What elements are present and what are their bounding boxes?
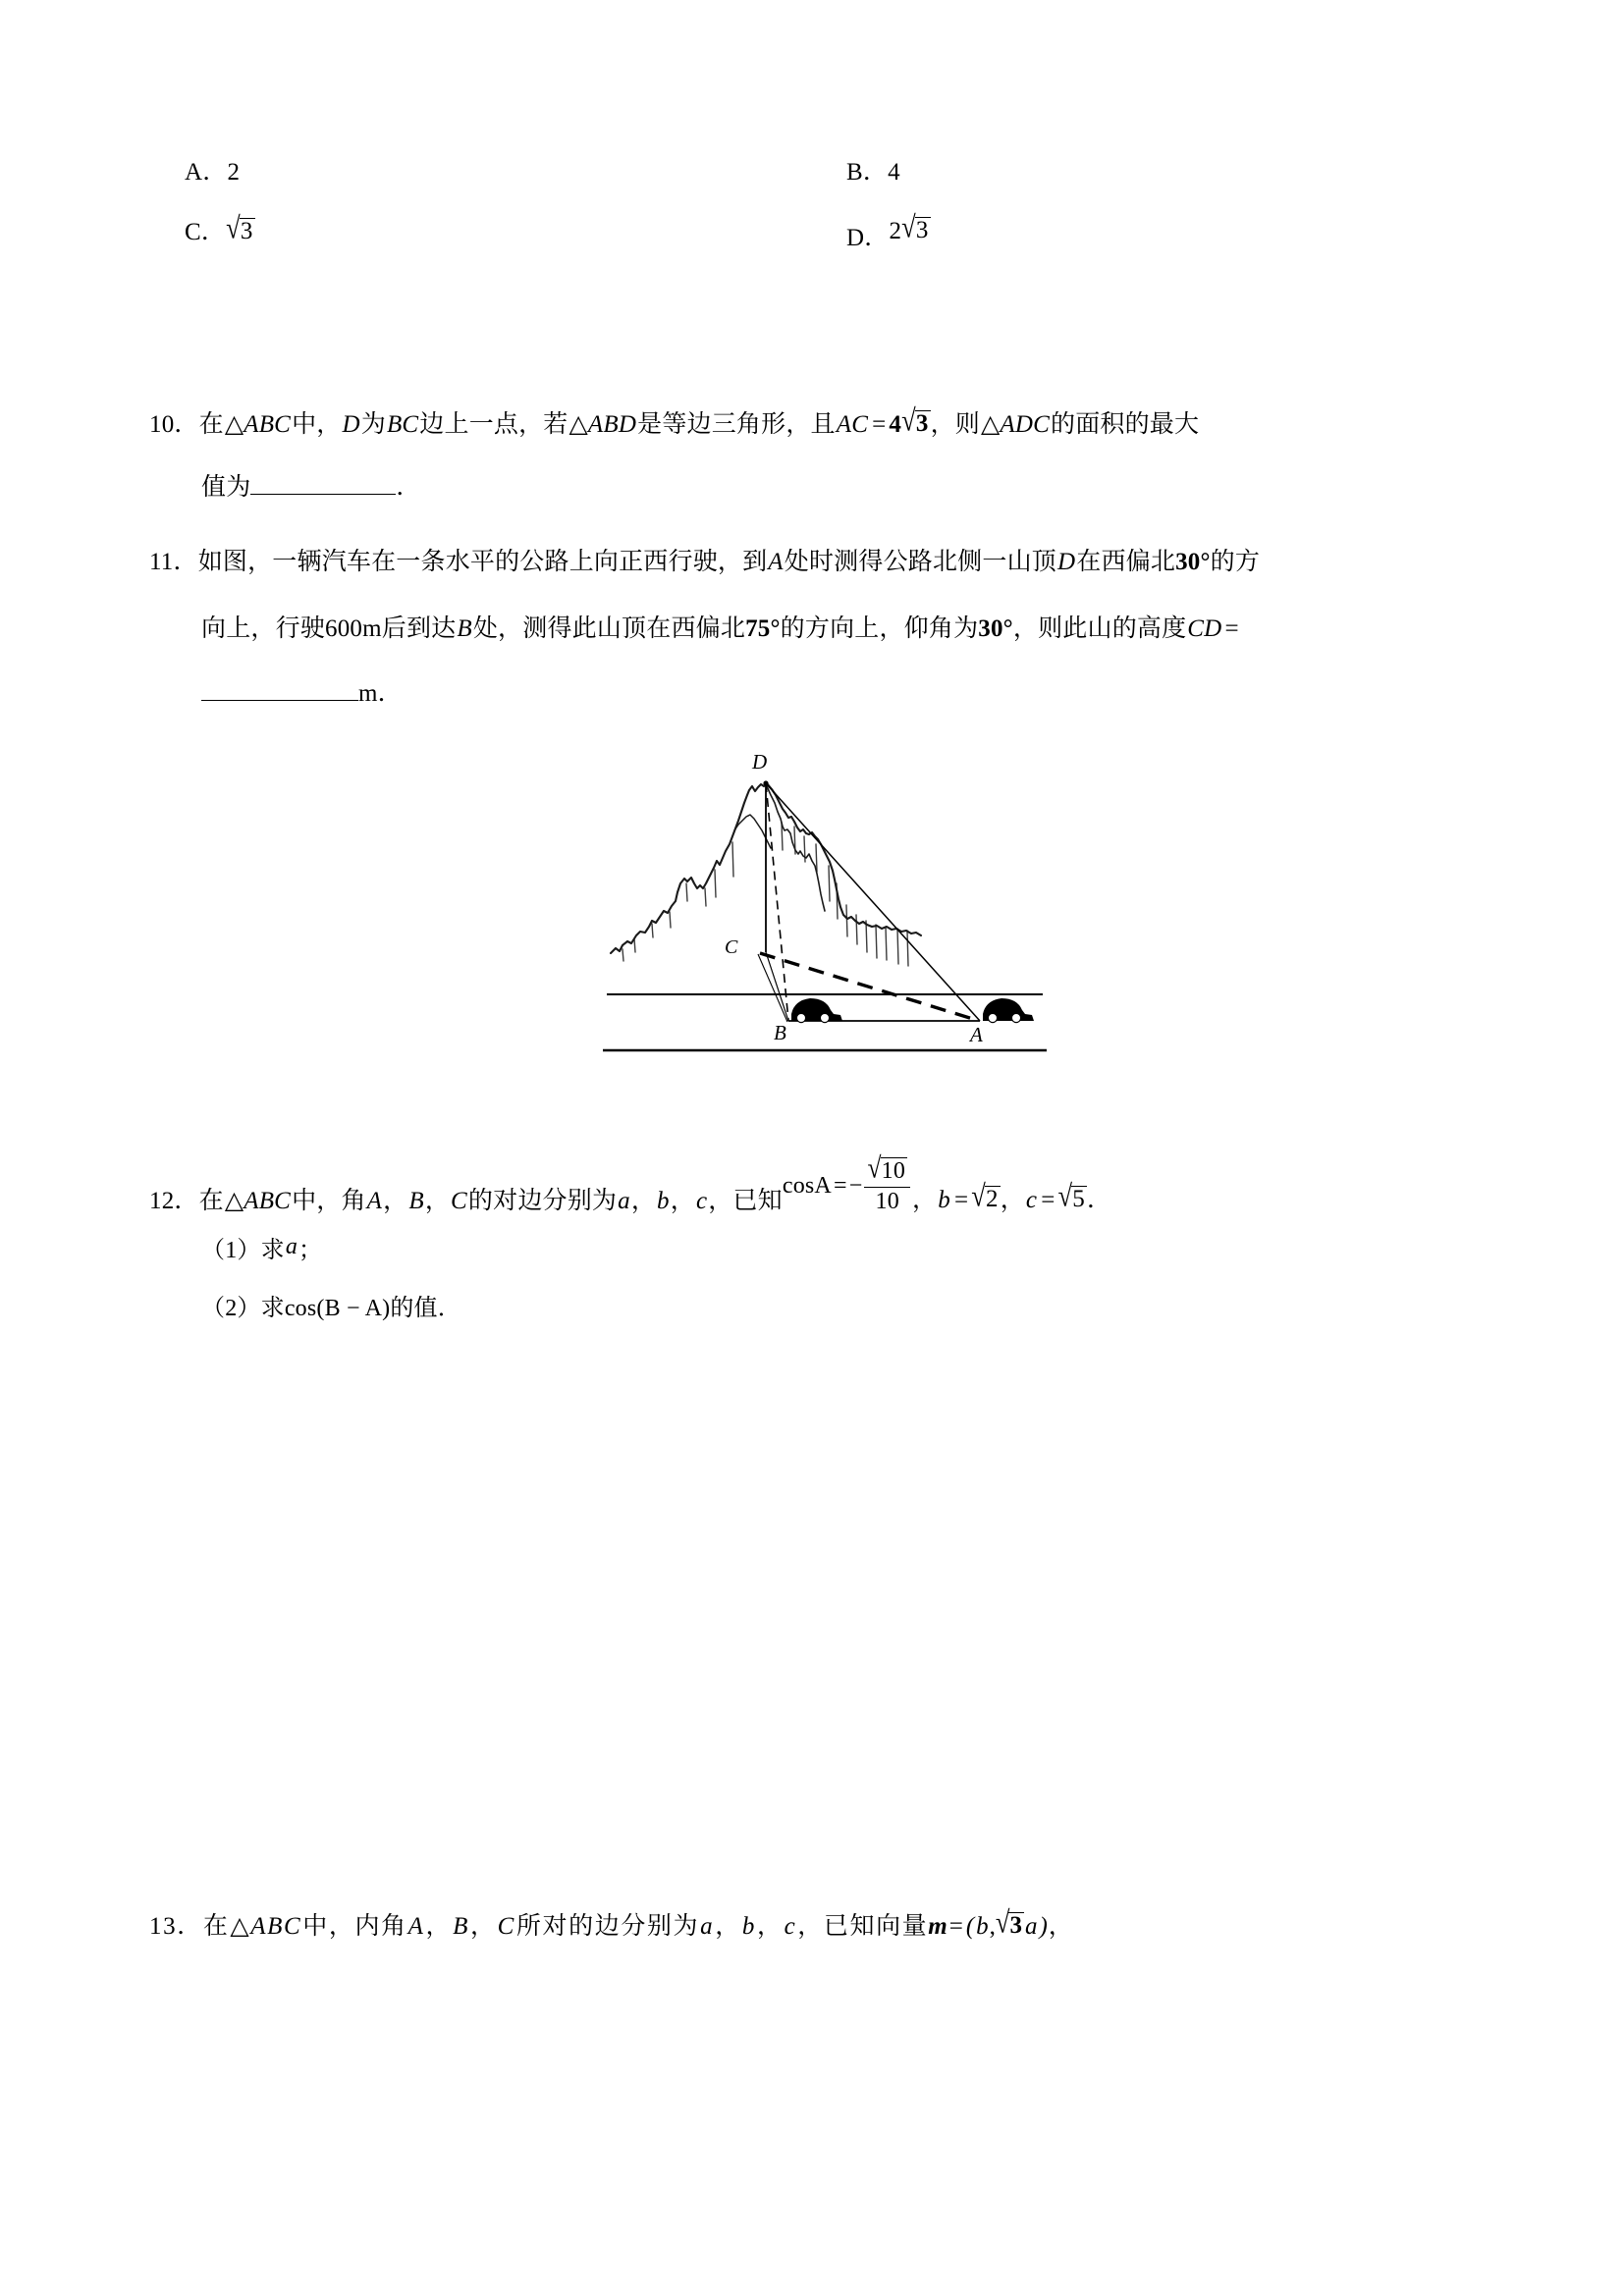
q13-trailing-comma: ， [1048, 1913, 1075, 1940]
option-d-radicand: 3 [915, 217, 929, 243]
q12-seg4: ，已知 [708, 1188, 783, 1215]
option-b[interactable] [846, 160, 900, 185]
q11-point-b: B [457, 615, 472, 642]
radical-sign: √ [901, 209, 916, 244]
q13-vector-tuple [965, 1904, 1049, 1940]
q11-segment-cd: CD [1187, 615, 1222, 642]
q10-seg5: 是等边三角形，且 [637, 411, 836, 438]
option-c-radicand: 3 [240, 218, 253, 244]
question-13-line-1 [149, 1904, 1075, 1940]
option-d-coefficient: 2 [889, 218, 902, 244]
radical-sign: √ [901, 402, 916, 438]
question-10-line-2 [201, 472, 421, 500]
question-12-part-1 [201, 1234, 323, 1263]
q12-seg3: 的对边分别为 [467, 1188, 618, 1215]
q11-number: 11． [149, 549, 198, 575]
mountain-road-figure [589, 734, 1060, 1073]
q12-angle-b: B [408, 1188, 424, 1215]
q13-side-b: b [741, 1913, 756, 1940]
q12-part1-var: a [285, 1234, 298, 1259]
option-a-value: 2 [227, 159, 241, 186]
q12-c1: ， [383, 1188, 408, 1215]
q12-seg2: 中，角 [292, 1188, 366, 1215]
q10-coefficient: 4 [889, 411, 902, 438]
q10-seg6: ，则 [930, 411, 980, 438]
q12-part1-text: 求 [260, 1238, 285, 1263]
q10-seg1: 在 [198, 411, 224, 438]
q13-number: 13． [149, 1913, 203, 1940]
q10-answer-prefix: 值为 [201, 474, 251, 501]
q12-part2-text: 求 [260, 1296, 285, 1321]
q11-l2c: 处，测得此山顶在西偏北 [472, 615, 746, 642]
q11-l1a: 如图，一辆汽车在一条水平的公路上向正西行驶，到 [197, 549, 768, 575]
q13-vector-equals: = [948, 1913, 963, 1940]
option-a[interactable] [185, 160, 240, 185]
q10-seg7: 的面积的最大 [1051, 411, 1200, 438]
q12-c2: ， [424, 1188, 451, 1215]
q13-c2: ， [470, 1913, 497, 1940]
q12-b-equals: = [953, 1187, 969, 1214]
q10-equals: = [872, 411, 887, 438]
q11-answer-blank[interactable] [201, 678, 358, 701]
car-at-a [983, 998, 1034, 1023]
option-a-label: A． [185, 159, 228, 186]
option-d-sqrt [901, 209, 930, 244]
q13-angle-a: A [407, 1913, 425, 1940]
q12-seg1: 在 [198, 1188, 224, 1215]
q10-triangle-abc: △ABC [224, 411, 292, 438]
q13-vec-sqrt [995, 1904, 1024, 1940]
question-11-line-3 [201, 678, 403, 706]
q10-segment-ac: AC [836, 411, 869, 438]
q12-part1-end: ； [298, 1238, 323, 1263]
q13-seg3: 所对的边分别为 [515, 1913, 700, 1940]
radical-sign: √ [995, 1904, 1010, 1940]
radical-sign: √ [226, 210, 241, 245]
q11-unit: m． [358, 680, 403, 707]
q12-side-c: c [695, 1188, 708, 1215]
q11-l1d: 的方 [1210, 549, 1261, 575]
q12-side-b: b [657, 1188, 670, 1215]
q12-rest [912, 1178, 1112, 1214]
q12-cosA-equals: = [833, 1173, 847, 1200]
q11-point-d: D [1056, 549, 1076, 575]
car-at-b [791, 998, 842, 1023]
q11-l2d: 的方向上，仰角为 [780, 615, 979, 642]
q10-sqrt [901, 402, 930, 438]
figure-label-c: C [725, 936, 738, 958]
q12-part1-number: （1） [201, 1238, 261, 1263]
q13-paren-open: ( [965, 1913, 975, 1940]
q11-l2e: ，则此山的高度 [1012, 615, 1187, 642]
q13-vec-radicand: 3 [1009, 1912, 1022, 1939]
q13-vec-component-a: a [1024, 1913, 1038, 1940]
option-b-value: 4 [888, 159, 900, 186]
radical-sign: √ [867, 1150, 882, 1185]
q13-seg2: 中，内角 [302, 1913, 407, 1940]
option-c[interactable] [185, 210, 255, 245]
question-12-part-2 [201, 1297, 461, 1320]
option-d[interactable] [846, 209, 931, 251]
q12-b-sqrt [971, 1178, 1000, 1213]
q13-side-a: a [700, 1913, 715, 1940]
q12-part2-end: 的值． [390, 1296, 461, 1321]
q10-number: 10． [149, 411, 199, 438]
q10-answer-blank[interactable] [250, 472, 396, 495]
q12-b-lhs: b [938, 1187, 950, 1214]
q12-cosA-fraction [864, 1150, 910, 1216]
q12-cosA-denominator: 10 [875, 1189, 899, 1215]
q12-angle-a: A [366, 1188, 383, 1215]
q13-seg4: ，已知向量 [797, 1913, 929, 1940]
q12-c-equals: = [1041, 1187, 1056, 1214]
q11-l2b: 后到达 [381, 615, 457, 642]
q12-part2-expression: cos(B − A) [284, 1296, 391, 1321]
q12-cosA-equation [782, 1150, 912, 1217]
question-12-line-1 [149, 1150, 1112, 1233]
q12-b-radicand: 2 [986, 1186, 999, 1213]
q13-paren-close: ) [1039, 1913, 1048, 1940]
q12-c-lhs: c [1025, 1187, 1038, 1214]
q12-number: 12． [149, 1188, 199, 1215]
q12-triangle-abc: △ABC [224, 1188, 292, 1215]
option-d-label: D． [846, 225, 890, 251]
q12-angle-c: C [451, 1188, 467, 1215]
q12-part2-number: （2） [201, 1296, 261, 1321]
option-b-label: B． [846, 159, 889, 186]
q10-triangle-abd: △ABD [568, 411, 637, 438]
figure-label-d: D [752, 750, 768, 774]
q10-seg3: 为 [360, 411, 386, 438]
q12-comma2: ， [1000, 1187, 1025, 1214]
q13-vector-m: m [928, 1913, 947, 1940]
q12-c-radicand: 5 [1072, 1186, 1085, 1213]
option-c-sqrt [226, 210, 254, 245]
q11-equals: = [1224, 615, 1239, 642]
radical-sign: √ [1057, 1178, 1073, 1213]
q12-cosA-numerator [864, 1150, 910, 1189]
figure-label-b: B [774, 1021, 786, 1044]
question-11-line-1 [149, 550, 1260, 574]
q12-comma1: ， [912, 1187, 938, 1214]
q13-vec-comma: , [989, 1913, 996, 1940]
q10-answer-period: ． [396, 474, 421, 501]
q10-triangle-adc: △ADC [980, 411, 1050, 438]
q13-c1: ， [425, 1913, 453, 1940]
q12-c3: ， [630, 1188, 657, 1215]
q13-vec-component-b: b [976, 1913, 989, 1940]
q12-c-sqrt [1057, 1178, 1087, 1213]
q11-distance: 600m [325, 615, 382, 642]
q12-side-a: a [618, 1188, 630, 1215]
q11-angle-75: 75° [745, 615, 781, 642]
q10-segment-bc: BC [386, 411, 419, 438]
q12-cosA-radicand: 10 [881, 1157, 906, 1184]
q12-period: ． [1086, 1187, 1112, 1214]
q13-side-c: c [784, 1913, 797, 1940]
q11-angle-30: 30° [1175, 549, 1211, 575]
q13-c4: ， [756, 1913, 784, 1940]
q12-cosA-lhs: cosA [782, 1173, 832, 1200]
figure-label-a: A [970, 1023, 983, 1046]
radical-sign: √ [971, 1178, 987, 1213]
q13-c3: ， [715, 1913, 741, 1940]
q11-l2a: 向上，行驶 [201, 615, 326, 642]
q12-cosA-sign: − [848, 1173, 863, 1200]
q13-triangle-abc: △ABC [230, 1913, 302, 1940]
q11-l1b: 处时测得公路北侧一山顶 [784, 549, 1056, 575]
q11-elevation-angle: 30° [978, 615, 1013, 642]
q10-seg2: 中， [292, 411, 342, 438]
question-10-line-1 [149, 402, 1200, 438]
q11-point-a: A [768, 549, 784, 575]
question-11-line-2 [201, 616, 1239, 641]
q10-seg4: 边上一点，若 [419, 411, 568, 438]
q10-point-d: D [342, 411, 360, 438]
q13-angle-b: B [453, 1913, 470, 1940]
option-c-label: C． [185, 219, 227, 245]
q11-l1c: 在西偏北 [1076, 549, 1176, 575]
q12-c4: ， [670, 1188, 695, 1215]
q10-radicand: 3 [915, 410, 929, 437]
q13-seg1: 在 [202, 1913, 230, 1940]
q13-angle-c: C [497, 1913, 515, 1940]
